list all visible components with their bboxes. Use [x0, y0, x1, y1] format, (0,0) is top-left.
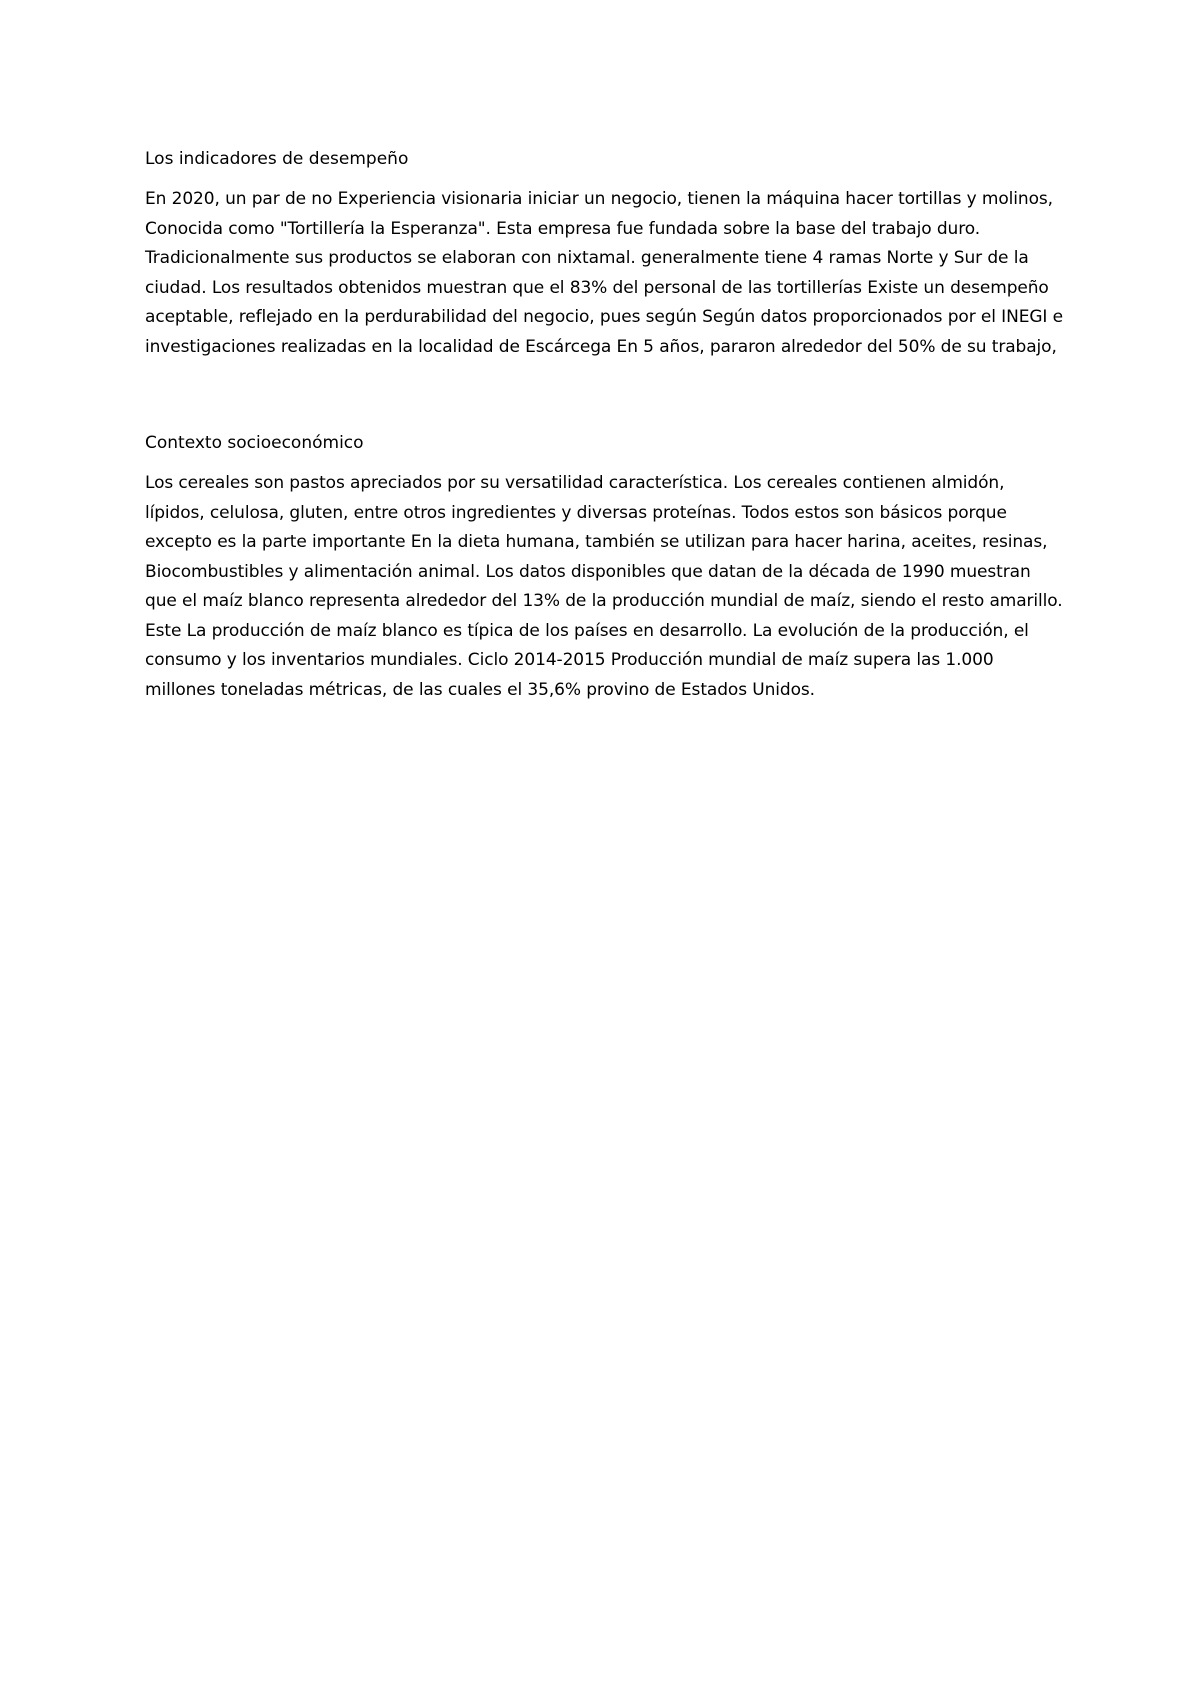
section-paragraph: Los cereales son pastos apreciados por su versatilidad característica. Los cereales contienen almidón, lípidos, celulosa, gluten, entre otros ingredientes y diversas proteínas. Todos estos son básicos porque excepto es la parte importante En la dieta humana, también se utilizan para hacer harina, aceites, resinas, Biocombustibles y alimentación animal. Los datos disponibles que datan de la década de 1990 muestran que el maíz blanco representa alrededor del 13% de la producción mundial de maíz, siendo el resto amarillo. Este La producción de maíz blanco es típica de los países en desarrollo. La evolución de la producción, el consumo y los inventarios mundiales. Ciclo 2014-2015 Producción mundial de maíz supera las 1.000 millones toneladas métricas, de las cuales el 35,6% provino de Estados Unidos.	[145, 473, 1063, 700]
document-body	[145, 144, 1065, 705]
section-heading: Contexto socioeconómico	[145, 433, 364, 453]
section-heading: Los indicadores de desempeño	[145, 149, 409, 169]
section-paragraph: En 2020, un par de no Experiencia visionaria iniciar un negocio, tienen la máquina hacer tortillas y molinos, Conocida como "Tortillería la Esperanza". Esta empresa fue fundada sobre la base del trabajo duro. Tradicionalmente sus productos se elaboran con nixtamal. generalmente tiene 4 ramas Norte y Sur de la ciudad. Los resultados obtenidos muestran que el 83% del personal de las tortillerías Existe un desempeño aceptable, reflejado en la perdurabilidad del negocio, pues según Según datos proporcionados por el INEGI e investigaciones realizadas en la localidad de Escárcega En 5 años, pararon alrededor del 50% de su trabajo,	[145, 189, 1063, 357]
section-socioeconomic-context	[145, 428, 1065, 705]
section-performance-indicators	[145, 144, 1065, 362]
